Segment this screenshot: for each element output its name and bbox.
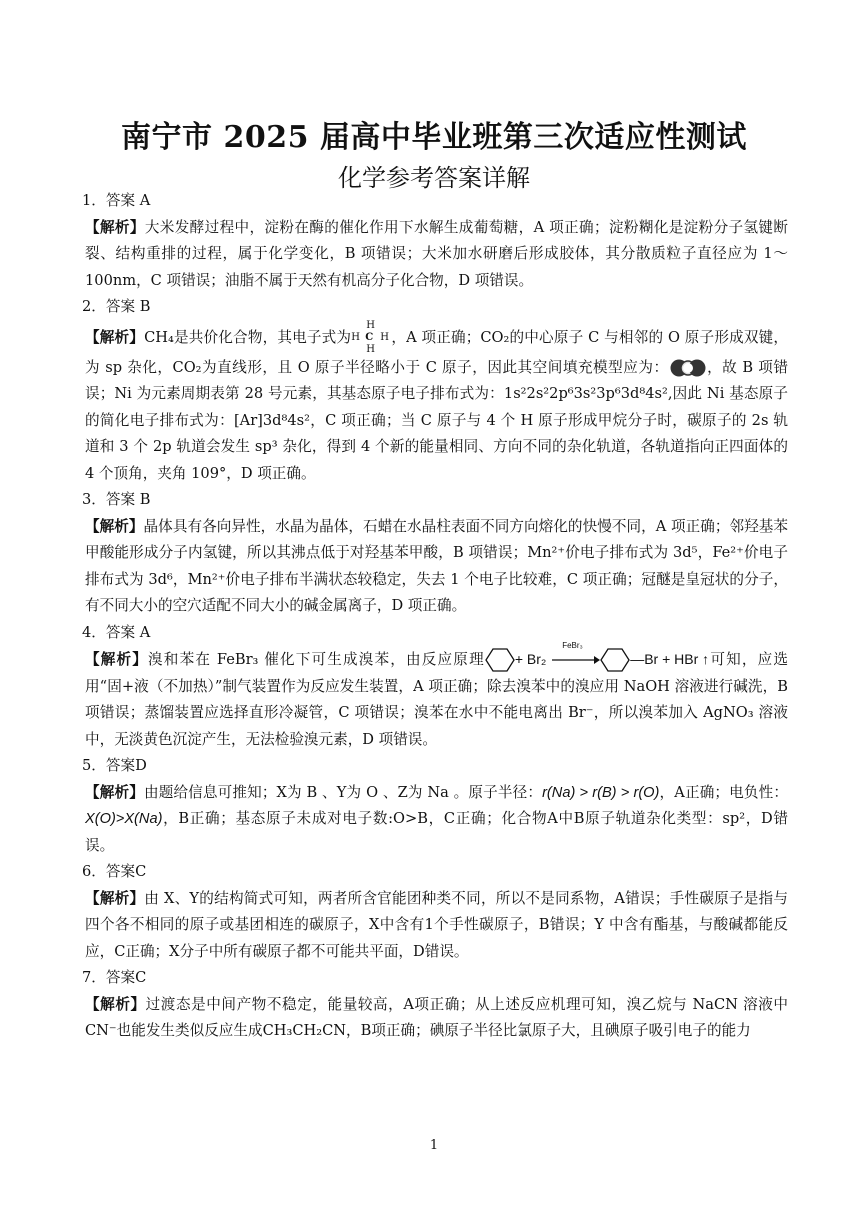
page-title: 南宁市 2025 届高中毕业班第三次适应性测试 (121, 120, 747, 155)
q2-answer: 2．答案 B (82, 298, 151, 315)
q3-explanation (85, 514, 788, 620)
catalyst-label: FeBr₃ (562, 641, 583, 651)
electronegativity-order: X(O)>X(Na) (85, 811, 163, 828)
bromobenzene-ring-icon (600, 647, 630, 673)
page-subtitle: 化学参考答案详解 (338, 164, 530, 192)
q1-explanation (85, 215, 788, 295)
q4-answer: 4．答案 A (82, 623, 151, 641)
q7-explanation (85, 992, 788, 1045)
q2-text-2: ，A 项正确；CO₂的中心原子 C 与相邻的 O 原子形成双键，为 sp 杂化，CO₂为直线形，且 O 原子半径略小于 C 原子，因此其空间填充模型应为： (85, 328, 788, 376)
bromination-equation (485, 641, 710, 674)
q7-answer: 7．答案C (82, 969, 147, 987)
q4-explanation (85, 641, 788, 753)
q5-text-3: ，B正确；基态原子未成对电子数:O>B，C正确；化合物A中B原子轨道杂化类型：sp²，D错误。 (85, 810, 788, 854)
product-text: —Br + HBr ↑ (630, 651, 710, 667)
q4-text-1: 溴和苯在 FeBr₃ 催化下可生成溴苯，由反应原理 (148, 650, 485, 668)
q2-explanation (85, 321, 788, 488)
q1-text: 大米发酵过程中，淀粉在酶的催化作用下水解生成葡萄糖，A 项正确；淀粉糊化是淀粉分子氢键断裂、结构重排的过程，属于化学变化，B 项错误；大米加水研磨后形成胶体，其分散质粒子直径应为 1～100nm，C 项错误；油脂不属于天然有机高分子化合物，D 项错误。 (85, 218, 788, 289)
q4-text-2: 可知，应选用“固+液（不加热）”制气装置作为反应发生装置，A 项正确；除去溴苯中的溴应用 NaOH 溶液进行碱洗，B 项错误；蒸馏装置应选择直形冷凝管，C 项错误；溴苯在水中不能电离出 Br⁻，所以溴苯加入 AgNO₃ 溶液中，无淡黄色沉淀产生，无法检验溴元素，D 项错误。 (85, 650, 788, 748)
ni-config-full: 1s²2s²2p⁶3s²3p⁶3d⁸4s² (503, 385, 668, 402)
q1-answer: 1．答案 A (82, 192, 151, 209)
benzene-ring-icon (485, 647, 515, 673)
atomic-radius-order: r(Na) > r(B) > r(O) (542, 784, 660, 801)
q7-text: 过渡态是中间产物不稳定，能量较高，A项正确；从上述反应机理可知，溴乙烷与 NaCN 溶液中CN⁻也能发生类似反应生成CH₃CH₂CN，B项正确；碘原子半径比氯原子大，且碘原子吸引电子的能力 (85, 995, 788, 1040)
q1-mark: 【解析】 (85, 218, 145, 236)
q5-text-2: ，A正确；电负性： (659, 783, 788, 801)
plus-br2: + Br₂ (514, 651, 547, 667)
ed-h-right: H (380, 331, 389, 343)
q5-text-1: 由题给信息可推知；X为 B 、Y为 O 、Z为 Na 。原子半径： (143, 783, 543, 801)
q7-mark: 【解析】 (85, 995, 146, 1013)
co2-space-filling-model (669, 357, 707, 379)
q3-text: 晶体具有各向异性，水晶为晶体，石蜡在水晶柱表面不同方向熔化的快慢不同，A 项正确；邻羟基苯甲酸能形成分子内氢键，所以其沸点低于对羟基苯甲酸，B 项错误；Mn²⁺价电子排布式为 3d⁵，Fe²⁺价电子排布式为 3d⁶，Mn²⁺价电子排布半满状态较稳定，失去 1 个电子比较难，C 项正确；冠醚是皇冠状的分子，有不同大小的空穴适配不同大小的碱金属离子，D 项正确。 (85, 517, 788, 614)
q6-mark: 【解析】 (85, 889, 145, 907)
q6-text: 由 X、Y的结构简式可知，两者所含官能团种类不同，所以不是同系物，A错误；手性碳原子是指与四个各不相同的原子或基团相连的碳原子，X中含有1个手性碳原子，B错误；Y 中含有酯基，与酸碱都能反应，C正确；X分子中所有碳原子都不可能共平面，D错误。 (85, 889, 788, 960)
q2-text-5: ，C 项正确；当 C 原子与 4 个 H 原子形成甲烷分子时，碳原子的 2s 轨道和 3 个 2p 轨道会发生 sp³ 杂化，得到 4 个新的能量相同、方向不同的杂化轨道，各轨道指向正四面体的 4 个顶角，夹角 109°，D 项正确。 (85, 411, 788, 482)
q3-answer: 3．答案 B (82, 491, 151, 508)
reaction-arrow (550, 641, 600, 674)
ni-config-short: [Ar]3d⁸4s² (233, 411, 310, 429)
ed-h-left: H (351, 331, 360, 343)
answer-content (82, 188, 788, 1045)
q4-mark: 【解析】 (85, 650, 149, 668)
q5-explanation (85, 780, 788, 860)
methane-electron-formula (351, 321, 391, 355)
ed-c: C (365, 331, 374, 343)
ed-h-top: H (366, 319, 375, 331)
q2-mark: 【解析】 (85, 328, 145, 346)
q2-text-3: ，故 B 项错误；Ni 为元素周期表第 28 号元素，其基态原子电子排布式为： (85, 358, 789, 402)
q5-mark: 【解析】 (85, 783, 144, 801)
ed-h-bottom: H (366, 343, 375, 355)
q6-explanation (85, 886, 788, 966)
q2-text-1: CH₄是共价化合物，其电子式为 (144, 328, 352, 346)
page-number: 1 (429, 1138, 439, 1153)
q3-mark: 【解析】 (85, 517, 144, 535)
q6-answer: 6．答案C (82, 863, 147, 881)
q5-answer: 5．答案D (82, 757, 147, 775)
q2-text-4: ,因此 Ni 基态原子的简化电子排布式为： (85, 385, 788, 429)
